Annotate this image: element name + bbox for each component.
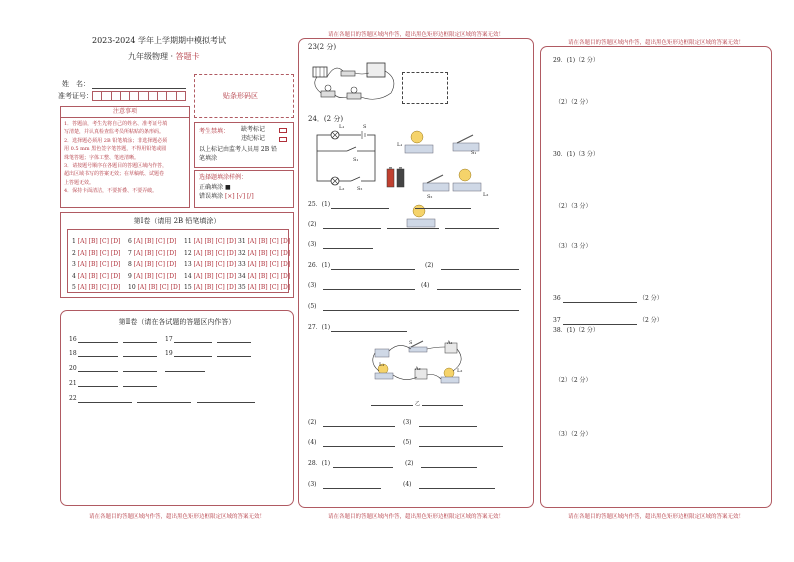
q17-label: 17 (165, 336, 173, 343)
col1-warning: 请在各题目的答题区域内作答，超出黑色矩形边框限定区域的答案无效！ (88, 514, 265, 520)
q22-label: 22 (69, 395, 77, 402)
fig-a2-label: A₂ (415, 366, 421, 372)
question-row[interactable]: 12 [A] [B] [C] [D] (184, 249, 237, 257)
label-l1-physical: L₁ (397, 142, 403, 148)
q20-label: 20 (69, 365, 77, 372)
lamp-board-icon (405, 145, 433, 153)
label-s2-physical: S₂ (427, 194, 433, 200)
q27-2-answer[interactable] (323, 426, 395, 427)
lamp-board-icon (453, 183, 481, 191)
question-row[interactable]: 34 [A] [B] [C] [D] (238, 272, 291, 280)
q28-2-answer[interactable] (421, 467, 477, 468)
question-row[interactable]: 13 [A] [B] [C] [D] (184, 261, 237, 268)
barcode-area (194, 74, 294, 118)
absent-mark-box[interactable] (279, 128, 287, 133)
name-input[interactable] (92, 88, 186, 89)
question-row[interactable]: 6 [A] [B] [C] [D] (128, 238, 177, 245)
question-row[interactable]: 4 [A] [B] [C] [D] (72, 272, 121, 280)
q24-label: 24．(2 分) (308, 115, 344, 123)
bulb-icon (459, 169, 471, 181)
col2-warning-top: 请在各题目的答题区域内作答，超出黑色矩形边框限定区域的答案无效！ (327, 32, 504, 38)
q24-circuit-diagram (313, 129, 383, 187)
q22-answer-2[interactable] (137, 402, 191, 403)
question-row[interactable]: 14 [A] [B] [C] [D] (184, 272, 237, 280)
notes-item: 超出区域书写的答案无效；在草稿纸、试题卷 (64, 171, 165, 178)
q16-label: 16 (69, 336, 77, 343)
notes-item: 3．请按题号顺序在各题目的答题区域内作答， (64, 163, 168, 170)
label-s1: S₁ (353, 157, 359, 163)
q38-1-answer-area[interactable] (553, 337, 759, 377)
question-row[interactable]: 8 [A] [B] [C] [D] (128, 261, 177, 268)
q25-3-answer[interactable] (323, 248, 373, 249)
q36-points: （2 分） (639, 295, 663, 302)
bulb-icon (413, 205, 425, 217)
q26-4-answer[interactable] (437, 289, 521, 290)
id-label: 准考证号： (58, 92, 93, 100)
fig-a1-label: A₁ (447, 340, 453, 346)
q23-label: 23(2 分) (308, 43, 337, 51)
fig-l1-label: L₁ (379, 362, 385, 368)
q26-5-answer[interactable] (323, 310, 519, 311)
q30-2-label: （2）（3 分） (555, 203, 592, 210)
notes-item: 用 0.5 mm 黑色签字笔答题，不得用铅笔或圆 (64, 146, 167, 153)
q25-3-label: (3) (308, 241, 317, 248)
label-l2-physical: L₂ (483, 192, 489, 198)
q27-1-label: 27．(1) (308, 324, 331, 331)
q23-circuit-figure (307, 53, 407, 105)
question-row[interactable]: 2 [A] [B] [C] [D] (72, 249, 121, 257)
q18-answer-2[interactable] (123, 356, 157, 357)
q38-1-label: 38．(1)（2 分） (553, 327, 599, 334)
q36-answer[interactable] (563, 302, 637, 303)
q16-answer[interactable] (78, 342, 118, 343)
question-row[interactable]: 32 [A] [B] [C] [D] (238, 249, 291, 257)
q37-answer[interactable] (563, 324, 637, 325)
label-s2: S₂ (357, 186, 363, 192)
question-row[interactable]: 5 [A] [B] [C] [D] (72, 284, 121, 291)
q29-1-answer-area[interactable] (553, 67, 759, 97)
label-l1: L₁ (339, 124, 345, 130)
q28-4-label: (4) (403, 481, 412, 488)
q27-1-answer[interactable] (331, 331, 407, 332)
subtitle-separator: · (170, 52, 174, 61)
lamp-board-icon (407, 219, 435, 227)
lamp-base-icon (347, 93, 361, 99)
question-row[interactable]: 33 [A] [B] [C] [D] (238, 261, 291, 268)
q24-physical-circuit (403, 123, 509, 203)
q23-drawing-area[interactable] (402, 72, 448, 104)
question-row[interactable]: 15 [A] [B] [C] [D] (184, 284, 237, 291)
lamp-base-icon (321, 91, 335, 97)
correct-fill-label: 正确填涂 (199, 184, 224, 191)
q37-points: （2 分） (639, 317, 663, 324)
q28-3-answer[interactable] (323, 488, 381, 489)
q29-2-answer-area[interactable] (553, 109, 759, 147)
id-boxes[interactable] (92, 91, 186, 101)
question-row[interactable]: 31 [A] [B] [C] [D] (238, 238, 291, 245)
col3-answer-box (540, 46, 772, 508)
q29-2-label: （2）（2 分） (555, 99, 592, 106)
section2-title: 第Ⅱ卷（请在各试题的答题区内作答） (118, 318, 236, 326)
q26-3-answer[interactable] (323, 289, 415, 290)
q27-3-answer[interactable] (419, 426, 477, 427)
notes-item: 珠笔答题；字体工整、笔迹清晰。 (64, 154, 140, 161)
q38-3-label: （3）（2 分） (555, 431, 592, 438)
violation-mark-box[interactable] (279, 137, 287, 142)
fig-s-label: S (409, 340, 413, 346)
violation-label: 违纪标记 (241, 135, 266, 142)
notes-box (60, 106, 190, 208)
wrong-fill (199, 193, 254, 201)
q28-3-label: (3) (308, 481, 317, 488)
q27-4-answer[interactable] (323, 446, 395, 447)
status-note: 以上标记由监考人员用 2B 铅 (199, 146, 278, 153)
name-label: 姓 名： (62, 80, 90, 88)
q21-answer[interactable] (78, 386, 118, 387)
q37-label: 37 (553, 317, 561, 324)
col3-warning-top: 请在各题目的答题区域内作答，超出黑色矩形边框限定区域的答案无效！ (567, 40, 744, 46)
section1-title: 第Ⅰ卷（请用 2B 铅笔填涂） (133, 217, 221, 225)
q26-2-label: (2) (425, 262, 434, 269)
notes-title: 注意事项 (61, 107, 189, 118)
wrong-fill-marks: [×] [√] [/] (224, 193, 254, 200)
q26-4-label: (4) (421, 282, 430, 289)
wrong-fill-label: 错误填涂 (199, 193, 224, 200)
fig-label: 乙 (415, 401, 421, 407)
q21-label: 21 (69, 380, 77, 387)
q36-label: 36 (553, 295, 561, 302)
q20-answer-3[interactable] (165, 371, 205, 372)
question-row[interactable]: 9 [A] [B] [C] [D] (128, 272, 177, 280)
q25-1-answer[interactable] (331, 208, 389, 209)
battery-icon (375, 349, 389, 357)
col2-warning-bottom: 请在各题目的答题区域内作答，超出黑色矩形边框限定区域的答案无效！ (327, 514, 504, 520)
page-subtitle (128, 52, 200, 61)
q28-1-answer[interactable] (333, 467, 393, 468)
correct-fill-mark: ■ (224, 184, 231, 191)
q38-2-label: （2）（2 分） (555, 377, 592, 384)
q30-1-answer-area[interactable] (553, 161, 759, 201)
q38-2-answer-area[interactable] (553, 387, 759, 429)
q26-5-label: (5) (308, 303, 317, 310)
q29-1-label: 29．(1)（2 分） (553, 57, 599, 64)
q30-3-answer-area[interactable] (553, 253, 759, 295)
q27-5-label: (5) (403, 439, 412, 446)
col2-answer-box (298, 38, 534, 508)
status-box (194, 122, 294, 168)
section1-box (60, 212, 294, 298)
label-l2: L₂ (339, 186, 345, 192)
q19-answer-2[interactable] (217, 356, 251, 357)
fill-sample-title: 选择题填涂样例： (199, 174, 248, 181)
q25-1-answer-2[interactable] (415, 208, 471, 209)
bulb-l2-icon (444, 368, 454, 378)
question-row[interactable]: 11 [A] [B] [C] [D] (184, 238, 237, 245)
q27-2-label: (2) (308, 419, 317, 426)
q25-2-answer-3[interactable] (445, 228, 499, 229)
subtitle-card: 答题卡 (175, 52, 200, 61)
notes-item: 写清楚，并认真检查监考员所粘贴的条形码。 (64, 129, 165, 136)
q27-4-label: (4) (308, 439, 317, 446)
bubble-column (128, 236, 180, 294)
page-title: 2023-2024 学年上学期期中模拟考试 (92, 36, 226, 45)
q26-1-label: 26．(1) (308, 262, 331, 269)
switch-icon (409, 347, 427, 352)
q25-1-label: 25．(1) (308, 201, 331, 208)
notes-item: 4．保持卡面清洁，不要折叠、不要弄破。 (64, 188, 158, 195)
notes-item: 1．答题前，考生先将自己的姓名、准考证号填 (64, 121, 168, 127)
status-note: 笔填涂 (199, 155, 218, 162)
absent-label: 缺考标记 (241, 126, 266, 133)
q26-3-label: (3) (308, 282, 317, 289)
q28-4-answer[interactable] (419, 488, 495, 489)
section2-box (60, 310, 294, 506)
q25-2-answer-2[interactable] (387, 228, 439, 229)
q22-answer[interactable] (78, 402, 132, 403)
label-s1-physical: S₁ (471, 150, 477, 156)
switch-icon (341, 71, 355, 76)
label-s: S (363, 124, 367, 130)
q19-label: 19 (165, 350, 173, 357)
q30-3-label: （3）（3 分） (555, 243, 592, 250)
col3-warning-bottom: 请在各题目的答题区域内作答，超出黑色矩形边框限定区域的答案无效！ (567, 514, 744, 520)
q20-answer-2[interactable] (123, 371, 157, 372)
bubble-column (184, 236, 236, 294)
question-row[interactable]: 35 [A] [B] [C] [D] (238, 284, 291, 291)
barcode-label: 贴条形码区 (223, 92, 258, 100)
question-row[interactable]: 10 [A] [B] [C] [D] (128, 284, 181, 291)
q25-2-label: (2) (308, 221, 317, 228)
bubble-grid (67, 229, 289, 293)
q20-answer[interactable] (78, 371, 118, 372)
meter-icon (367, 63, 385, 77)
q26-2-answer[interactable] (441, 269, 519, 270)
subtitle-subject: 九年级物理 (128, 52, 168, 61)
q26-1-answer[interactable] (331, 269, 415, 270)
notes-item: 上答题无效。 (64, 179, 95, 186)
q27-5-answer[interactable] (419, 446, 503, 447)
q18-label: 18 (69, 350, 77, 357)
question-row[interactable]: 3 [A] [B] [C] [D] (72, 261, 121, 268)
notes-item: 2．选择题必须用 2B 铅笔填涂；非选择题必须 (64, 137, 168, 144)
fill-sample-box (194, 170, 294, 208)
bulb-icon (411, 131, 423, 143)
q22-answer-3[interactable] (197, 402, 255, 403)
q18-answer[interactable] (78, 356, 118, 357)
q25-2-answer[interactable] (323, 228, 381, 229)
bubble-column (238, 236, 290, 294)
q30-1-label: 30．(1)（3 分） (553, 151, 599, 158)
q17-answer[interactable] (174, 342, 212, 343)
q38-3-answer-area[interactable] (553, 441, 759, 499)
fig-l2-label: L₂ (457, 368, 463, 374)
q19-answer[interactable] (174, 356, 212, 357)
q28-1-label: 28．(1) (308, 460, 331, 467)
q16-answer-2[interactable] (123, 342, 157, 343)
q21-answer-2[interactable] (123, 386, 157, 387)
question-row[interactable]: 1 [A] [B] [C] [D] (72, 238, 121, 245)
bubble-column (72, 236, 120, 294)
q30-2-answer-area[interactable] (553, 213, 759, 241)
q27-3-label: (3) (403, 419, 412, 426)
switch-board-icon (423, 183, 449, 191)
q17-answer-2[interactable] (217, 342, 251, 343)
correct-fill (199, 184, 231, 192)
q28-2-label: (2) (405, 460, 414, 467)
status-label: 考生禁填： (199, 128, 230, 135)
question-row[interactable]: 7 [A] [B] [C] [D] (128, 249, 177, 257)
